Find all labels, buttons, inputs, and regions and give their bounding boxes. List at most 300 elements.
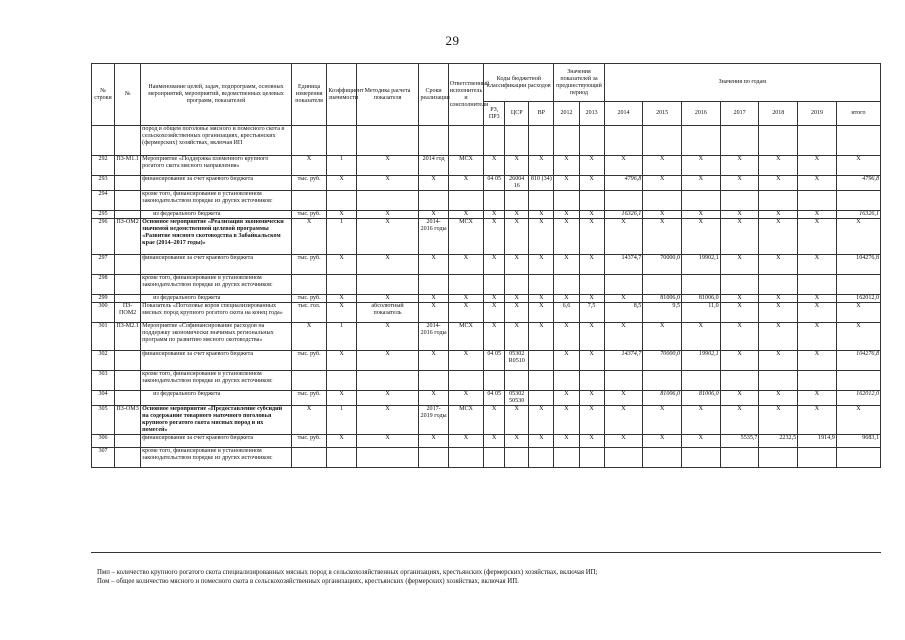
cell-v2013: X [579, 255, 604, 275]
cell-exec [448, 371, 484, 391]
table-row [92, 391, 881, 406]
cell-total: X [836, 406, 880, 435]
cell-v2016: 19902,1 [682, 255, 721, 275]
cell-code [115, 351, 141, 371]
cell-method: X [356, 406, 419, 435]
cell-v2017 [720, 191, 759, 211]
cell-v2014 [604, 371, 643, 391]
cell-v2018 [759, 448, 798, 468]
cell-v2018: X [759, 219, 798, 255]
cell-v2015: 70000,0 [643, 351, 682, 371]
cell-method [356, 126, 419, 156]
cell-rz [484, 275, 505, 295]
header-budget-group: Коды бюджетной классификации расходов [484, 64, 554, 102]
cell-method: X [356, 323, 419, 351]
cell-v2013: X [579, 295, 604, 303]
cell-n: 294 [92, 191, 115, 211]
program-table [91, 63, 881, 468]
cell-csr [505, 191, 529, 211]
cell-vr: X [529, 435, 554, 448]
cell-vr: X [529, 255, 554, 275]
cell-vr [529, 275, 554, 295]
cell-csr: X [505, 295, 529, 303]
cell-total [836, 371, 880, 391]
cell-exec: МСХ [448, 219, 484, 255]
cell-v2012 [554, 448, 579, 468]
cell-v2013: X [579, 435, 604, 448]
header-coef: Коэффициент значимости [327, 64, 356, 126]
cell-method: X [356, 435, 419, 448]
cell-v2013: X [579, 219, 604, 255]
cell-vr [529, 126, 554, 156]
cell-v2015: 81006,0 [643, 295, 682, 303]
cell-coef [327, 275, 356, 295]
header-name: Наименование целей, задач, подпрограмм, основных мероприятий, мероприятий, ведомственных целевых программ, показателей [141, 64, 292, 126]
header-code: № [115, 64, 141, 126]
cell-vr: X [529, 323, 554, 351]
cell-term [419, 191, 448, 211]
cell-v2013 [579, 126, 604, 156]
cell-vr: X [529, 303, 554, 323]
cell-v2016 [682, 126, 721, 156]
cell-vr: 810 (34) [529, 176, 554, 191]
cell-v2016 [682, 448, 721, 468]
cell-v2013: X [579, 406, 604, 435]
cell-name: кроме того, финансирование в установленном законодательством порядке из других источников: [141, 275, 292, 295]
cell-method [356, 275, 419, 295]
cell-v2015: X [643, 323, 682, 351]
cell-code: ПЗ-ПОМ2 [115, 303, 141, 323]
header-term: Сроки реализации [419, 64, 448, 126]
cell-v2013: X [579, 156, 604, 176]
cell-vr: X [529, 295, 554, 303]
cell-v2014: X [604, 156, 643, 176]
footnote-pmp: Пмп – количество крупного рогатого скота специализированных мясных пород в сельскохозяйственных организациях, крестьянских (фермерских) хозяйствах, включая ИП; [97, 569, 598, 576]
cell-rz: X [484, 156, 505, 176]
cell-rz [484, 126, 505, 156]
cell-unit [291, 275, 327, 295]
cell-v2012: X [554, 176, 579, 191]
cell-name: Мероприятие «Поддержка племенного крупного рогатого скота мясного направления» [141, 156, 292, 176]
table-row [92, 191, 881, 211]
cell-v2016 [682, 371, 721, 391]
header-row-no: № строки [92, 64, 115, 126]
cell-vr [529, 351, 554, 371]
cell-v2016 [682, 275, 721, 295]
cell-v2013: X [579, 323, 604, 351]
cell-v2012 [554, 371, 579, 391]
table-row [92, 448, 881, 468]
cell-csr: X [505, 156, 529, 176]
cell-code [115, 295, 141, 303]
cell-rz: X [484, 323, 505, 351]
cell-n: 300 [92, 303, 115, 323]
cell-rz: 04 05 [484, 351, 505, 371]
cell-v2012: X [554, 295, 579, 303]
cell-exec: X [448, 303, 484, 323]
cell-v2019: X [798, 351, 837, 371]
cell-rz [484, 448, 505, 468]
cell-v2014: 16326,1 [604, 211, 643, 219]
cell-v2018 [759, 275, 798, 295]
table-row [92, 176, 881, 191]
cell-code [115, 255, 141, 275]
cell-coef [327, 126, 356, 156]
cell-v2018: X [759, 255, 798, 275]
cell-v2015: 70000,0 [643, 255, 682, 275]
cell-csr [505, 371, 529, 391]
cell-name: кроме того, финансирование в установленном законодательством порядке из других источников: [141, 371, 292, 391]
cell-v2017: X [720, 406, 759, 435]
cell-v2014: 4796,8 [604, 176, 643, 191]
cell-v2014: X [604, 435, 643, 448]
cell-code [115, 448, 141, 468]
cell-n: 292 [92, 156, 115, 176]
cell-v2014: X [604, 406, 643, 435]
cell-n: 298 [92, 275, 115, 295]
cell-vr [529, 191, 554, 211]
cell-v2018: X [759, 323, 798, 351]
header-total: итого [836, 102, 880, 126]
cell-exec [448, 275, 484, 295]
cell-total [836, 275, 880, 295]
cell-v2013: X [579, 176, 604, 191]
cell-exec: МСХ [448, 156, 484, 176]
header-2016: 2016 [682, 102, 721, 126]
cell-vr: X [529, 219, 554, 255]
cell-term [419, 371, 448, 391]
cell-v2019: X [798, 323, 837, 351]
cell-term: X [419, 351, 448, 371]
cell-code [115, 391, 141, 406]
cell-method: X [356, 391, 419, 406]
cell-code: ПЗ-ОМ3 [115, 406, 141, 435]
cell-v2014 [604, 275, 643, 295]
cell-v2016: 81006,0 [682, 391, 721, 406]
cell-exec: X [448, 295, 484, 303]
page-number: 29 [445, 33, 460, 48]
cell-v2016: X [682, 219, 721, 255]
cell-name: кроме того, финансирование в установленном законодательством порядке из других источников: [141, 191, 292, 211]
cell-coef: X [327, 303, 356, 323]
cell-n [92, 126, 115, 156]
cell-rz: 04 05 [484, 176, 505, 191]
table-row [92, 295, 881, 303]
cell-v2017: X [720, 156, 759, 176]
cell-v2017: X [720, 391, 759, 406]
cell-n: 304 [92, 391, 115, 406]
cell-v2012: X [554, 323, 579, 351]
cell-total: 4796,8 [836, 176, 880, 191]
cell-term: X [419, 303, 448, 323]
cell-v2016: 19902,1 [682, 351, 721, 371]
cell-v2015 [643, 448, 682, 468]
cell-total: 162012,0 [836, 391, 880, 406]
cell-v2015: X [643, 156, 682, 176]
program-table-wrapper [91, 63, 881, 468]
cell-name: Показатель «Поголовье коров специализированных мясных пород крупного рогатого скота на конец года» [141, 303, 292, 323]
header-2017: 2017 [720, 102, 759, 126]
header-years-group: Значения по годам [604, 64, 880, 102]
table-row [92, 275, 881, 295]
cell-term: X [419, 176, 448, 191]
cell-method [356, 371, 419, 391]
cell-v2016: X [682, 211, 721, 219]
table-row [92, 255, 881, 275]
cell-method: X [356, 295, 419, 303]
cell-unit: X [291, 406, 327, 435]
cell-exec: X [448, 351, 484, 371]
cell-csr: 26004 16 [505, 176, 529, 191]
cell-v2015: 81006,0 [643, 391, 682, 406]
cell-rz: X [484, 255, 505, 275]
cell-coef: X [327, 351, 356, 371]
cell-term: X [419, 391, 448, 406]
cell-v2015: 9,5 [643, 303, 682, 323]
cell-total [836, 126, 880, 156]
cell-v2014: X [604, 219, 643, 255]
cell-total: 16326,1 [836, 211, 880, 219]
header-prev-group: Значения показателей за предшествующий период [554, 64, 604, 102]
cell-coef: 1 [327, 323, 356, 351]
cell-coef: X [327, 176, 356, 191]
cell-coef: X [327, 295, 356, 303]
cell-unit: тыс. руб. [291, 211, 327, 219]
cell-method [356, 191, 419, 211]
cell-v2017: X [720, 323, 759, 351]
cell-v2017: X [720, 303, 759, 323]
cell-v2015: X [643, 435, 682, 448]
cell-coef [327, 371, 356, 391]
cell-v2017: 5535,7 [720, 435, 759, 448]
cell-total: X [836, 219, 880, 255]
header-rz: РЗ, ПР3 [484, 102, 505, 126]
cell-n: 297 [92, 255, 115, 275]
cell-unit: тыс. руб. [291, 351, 327, 371]
cell-v2016 [682, 191, 721, 211]
cell-code [115, 191, 141, 211]
cell-unit: тыс. руб. [291, 435, 327, 448]
cell-n: 302 [92, 351, 115, 371]
cell-v2017: X [720, 295, 759, 303]
cell-name: финансирование за счет краевого бюджета [141, 176, 292, 191]
cell-v2018: X [759, 391, 798, 406]
cell-exec: МСХ [448, 323, 484, 351]
cell-n: 303 [92, 371, 115, 391]
cell-term: X [419, 211, 448, 219]
header-exec: Ответственный исполнитель и соисполнители [448, 64, 484, 126]
cell-exec: X [448, 435, 484, 448]
cell-method: X [356, 351, 419, 371]
cell-unit [291, 448, 327, 468]
cell-v2017: X [720, 176, 759, 191]
cell-v2019 [798, 371, 837, 391]
cell-coef: 1 [327, 156, 356, 176]
cell-csr: 05302 50530 [505, 391, 529, 406]
cell-term: 2017-2019 годы [419, 406, 448, 435]
cell-v2018 [759, 191, 798, 211]
footnote-pom: Пом – общее количество мясного и помесного скота в сельскохозяйственных организациях, крестьянских (фермерских) хозяйствах, включая ИП. [97, 578, 519, 585]
header-unit: Единица измерения показателя [291, 64, 327, 126]
cell-term: X [419, 255, 448, 275]
cell-code [115, 371, 141, 391]
cell-v2018 [759, 126, 798, 156]
cell-unit: тыс. руб. [291, 176, 327, 191]
cell-v2017: X [720, 219, 759, 255]
cell-v2015 [643, 126, 682, 156]
cell-term: 2014 год [419, 156, 448, 176]
cell-total: X [836, 323, 880, 351]
table-row [92, 406, 881, 435]
cell-name: из федерального бюджета [141, 391, 292, 406]
cell-rz [484, 191, 505, 211]
cell-csr: X [505, 406, 529, 435]
cell-v2019: 1914,9 [798, 435, 837, 448]
cell-method: X [356, 176, 419, 191]
cell-v2018: X [759, 156, 798, 176]
cell-v2012: X [554, 219, 579, 255]
cell-total: 9683,1 [836, 435, 880, 448]
cell-coef: X [327, 255, 356, 275]
cell-code [115, 435, 141, 448]
cell-n: 301 [92, 323, 115, 351]
header-2015: 2015 [643, 102, 682, 126]
cell-v2016: X [682, 176, 721, 191]
cell-code [115, 126, 141, 156]
cell-name: пород в общем поголовье мясного и помесного скота в сельскохозяйственных организациях, крестьянских (фермерских) хозяйствах, включая ИП [141, 126, 292, 156]
cell-method: X [356, 211, 419, 219]
cell-n: 293 [92, 176, 115, 191]
cell-v2017 [720, 448, 759, 468]
cell-v2014 [604, 126, 643, 156]
cell-v2016: X [682, 406, 721, 435]
cell-csr: X [505, 211, 529, 219]
cell-unit: X [291, 219, 327, 255]
cell-n: 305 [92, 406, 115, 435]
cell-coef [327, 448, 356, 468]
cell-unit: X [291, 156, 327, 176]
cell-v2012: X [554, 156, 579, 176]
table-row [92, 371, 881, 391]
cell-name: кроме того, финансирование в установленном законодательством порядке из других источников: [141, 448, 292, 468]
cell-name: Мероприятие «Софинансирование расходов на поддержку экономически значимых региональных программ по развитию мясного скотоводства» [141, 323, 292, 351]
cell-v2012: X [554, 255, 579, 275]
cell-code: ПЗ-М1.1 [115, 156, 141, 176]
cell-v2017 [720, 275, 759, 295]
cell-name: Основное мероприятие «Реализация экономически значимой ведомственной целевой программы «Развитие мясного скотоводства в Забайкальском крае (2014–2017 годы)» [141, 219, 292, 255]
header-2018: 2018 [759, 102, 798, 126]
cell-v2014: 14374,7 [604, 351, 643, 371]
cell-coef: X [327, 211, 356, 219]
cell-rz: X [484, 406, 505, 435]
cell-v2017 [720, 371, 759, 391]
cell-v2014: X [604, 295, 643, 303]
cell-v2014: 8,5 [604, 303, 643, 323]
cell-coef [327, 191, 356, 211]
cell-vr [529, 371, 554, 391]
cell-v2017: X [720, 255, 759, 275]
cell-v2019: X [798, 391, 837, 406]
cell-v2017: X [720, 351, 759, 371]
cell-csr: X [505, 255, 529, 275]
cell-v2016: X [682, 435, 721, 448]
cell-unit [291, 126, 327, 156]
cell-csr [505, 448, 529, 468]
table-body [92, 126, 881, 468]
cell-term [419, 448, 448, 468]
cell-exec: X [448, 255, 484, 275]
header-method: Методика расчета показателя [356, 64, 419, 126]
cell-term: 2014-2016 годы [419, 219, 448, 255]
cell-coef: X [327, 435, 356, 448]
cell-v2013 [579, 191, 604, 211]
cell-v2018 [759, 371, 798, 391]
cell-code [115, 211, 141, 219]
cell-method: X [356, 255, 419, 275]
cell-term: X [419, 435, 448, 448]
cell-v2018: X [759, 176, 798, 191]
cell-unit [291, 191, 327, 211]
cell-total: 104276,8 [836, 351, 880, 371]
cell-rz: X [484, 435, 505, 448]
cell-rz: X [484, 211, 505, 219]
table-row [92, 351, 881, 371]
cell-v2018: X [759, 406, 798, 435]
cell-exec [448, 126, 484, 156]
cell-v2019: X [798, 303, 837, 323]
cell-name: финансирование за счет краевого бюджета [141, 435, 292, 448]
cell-unit: тыс. гол. [291, 303, 327, 323]
cell-total: 104276,8 [836, 255, 880, 275]
cell-v2014 [604, 448, 643, 468]
cell-v2012 [554, 126, 579, 156]
cell-exec [448, 191, 484, 211]
cell-v2015 [643, 371, 682, 391]
cell-total: 162012,0 [836, 295, 880, 303]
cell-unit: тыс. руб. [291, 255, 327, 275]
cell-unit: тыс. руб. [291, 391, 327, 406]
cell-v2019 [798, 126, 837, 156]
cell-v2019: X [798, 255, 837, 275]
cell-v2019 [798, 191, 837, 211]
cell-v2012: X [554, 435, 579, 448]
cell-vr [529, 391, 554, 406]
cell-n: 306 [92, 435, 115, 448]
cell-coef: X [327, 391, 356, 406]
cell-rz: 04 05 [484, 391, 505, 406]
cell-rz: X [484, 303, 505, 323]
header-vr: ВР [529, 102, 554, 126]
cell-v2013: X [579, 211, 604, 219]
cell-v2013 [579, 371, 604, 391]
cell-v2014: 14374,7 [604, 255, 643, 275]
cell-v2017: X [720, 211, 759, 219]
cell-v2019 [798, 275, 837, 295]
cell-unit: тыс. руб. [291, 295, 327, 303]
cell-v2019 [798, 448, 837, 468]
header-csr: ЦСР [505, 102, 529, 126]
footnote-separator [91, 552, 881, 553]
cell-method: абсолютный показатель [356, 303, 419, 323]
cell-v2013: 7,5 [579, 303, 604, 323]
cell-v2015 [643, 275, 682, 295]
cell-v2012: 6,6 [554, 303, 579, 323]
cell-v2013 [579, 448, 604, 468]
cell-term: 2014-2016 годы [419, 323, 448, 351]
cell-v2018: X [759, 303, 798, 323]
cell-exec: МСХ [448, 406, 484, 435]
cell-v2014: X [604, 323, 643, 351]
